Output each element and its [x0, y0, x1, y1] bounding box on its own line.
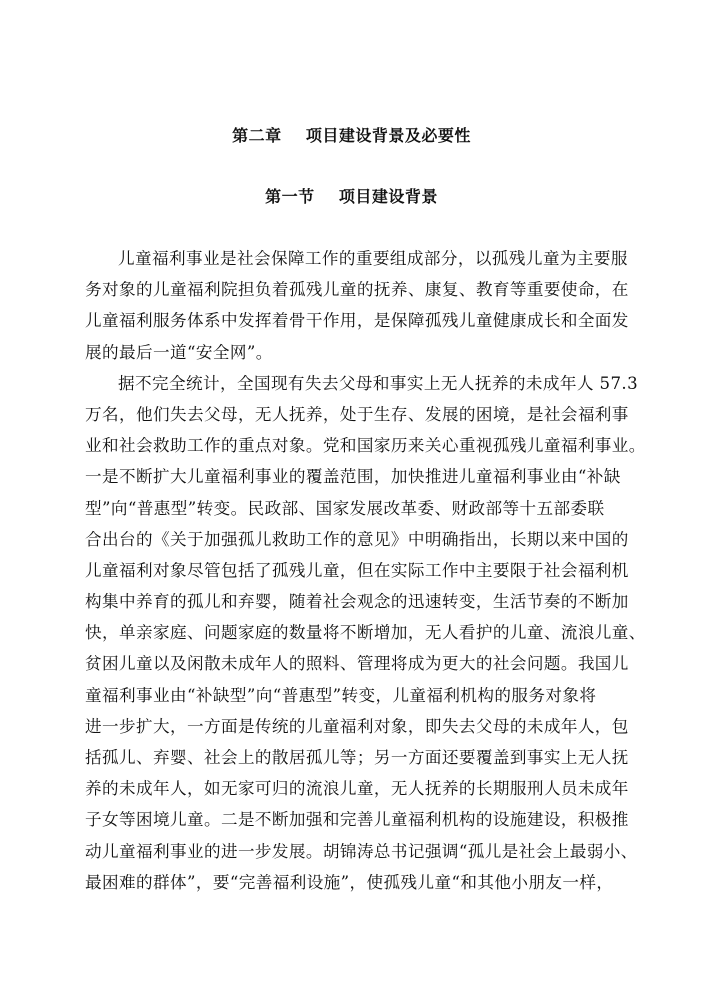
text-line: 动儿童福利事业的进一步发展。胡锦涛总书记强调“孤儿是社会上最弱小、 [85, 841, 638, 861]
text-line: 儿童福利对象尽管包括了孤残儿童，但在实际工作中主要限于社会福利机 [85, 560, 629, 580]
section-title: 第一节 项目建设背景 [265, 187, 438, 206]
text-line: 展的最后一道“安全网”。 [85, 342, 273, 362]
text-line: 括孤儿、弃婴、社会上的散居孤儿等；另一方面还要覆盖到事实上无人抚 [85, 748, 629, 767]
text-line: 务对象的儿童福利院担负着孤残儿童的抚养、康复、教育等重要使命，在 [85, 280, 629, 300]
text-line: 合出台的《关于加强孤儿救助工作的意见》中明确指出，长期以来中国的 [85, 529, 629, 549]
text-line: 构集中养育的孤儿和弃婴，随着社会观念的迅速转变，生活节奏的不断加 [85, 592, 629, 612]
body-text [85, 243, 646, 898]
text-line: 儿童福利事业是社会保障工作的重要组成部分，以孤残儿童为主要服 [118, 249, 628, 268]
text-line: 儿童福利服务体系中发挥着骨干作用，是保障孤残儿童健康成长和全面发 [85, 311, 629, 331]
chapter-title: 第二章 项目建设背景及必要性 [232, 126, 471, 145]
text-line: 业和社会救助工作的重点对象。党和国家历来关心重视孤残儿童福利事业。 [85, 436, 646, 456]
text-line: 万名，他们失去父母，无人抚养，处于生存、发展的困境，是社会福利事 [85, 404, 629, 424]
text-line: 型”向“普惠型”转变。民政部、国家发展改革委、财政部等十五部委联 [85, 498, 605, 518]
text-line: 童福利事业由“补缺型”向“普惠型”转变，儿童福利机构的服务对象将 [85, 685, 597, 705]
text-line: 子女等困境儿童。二是不断加强和完善儿童福利机构的设施建设，积极推 [85, 810, 629, 830]
text-line: 进一步扩大，一方面是传统的儿童福利对象，即失去父母的未成年人，包 [85, 716, 629, 736]
text-line: 快，单亲家庭、问题家庭的数量将不断增加，无人看护的儿童、流浪儿童、 [85, 623, 646, 643]
text-line: 一是不断扩大儿童福利事业的覆盖范围，加快推进儿童福利事业由“补缺 [85, 467, 621, 487]
text-line: 贫困儿童以及闲散未成年人的照料、管理将成为更大的社会问题。我国儿 [85, 654, 629, 674]
paragraph-1 [85, 243, 629, 368]
text-line: 养的未成年人，如无家可归的流浪儿童，无人抚养的长期服刑人员未成年 [85, 779, 629, 799]
paragraph-2 [85, 368, 646, 898]
text-line: 最困难的群体”，要“完善福利设施”，使孤残儿童“和其他小朋友一样， [85, 872, 614, 892]
text-line: 据不完全统计，全国现有失去父母和事实上无人抚养的未成年人 57.3 [118, 373, 639, 393]
